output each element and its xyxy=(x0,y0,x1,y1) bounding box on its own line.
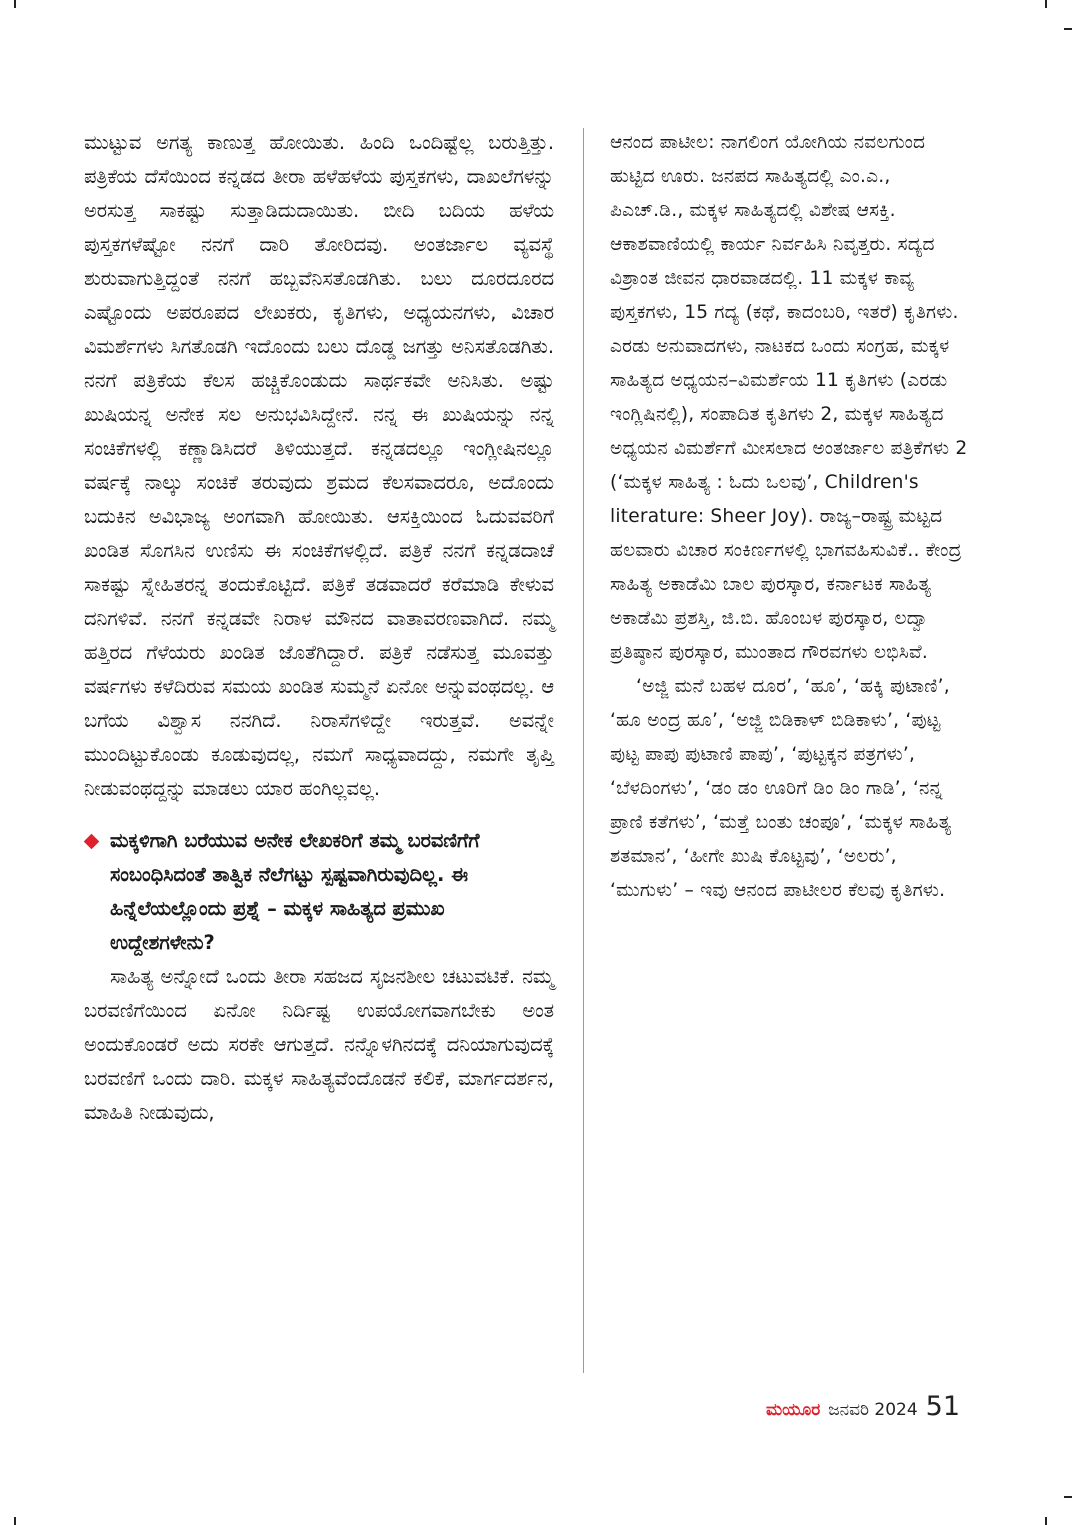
diamond-bullet-icon xyxy=(84,834,100,850)
crop-mark-top-right xyxy=(1045,0,1047,8)
body-paragraph: ಮುಟ್ಟುವ ಅಗತ್ಯ ಕಾಣುತ್ತ ಹೋಯಿತು. ಹಿಂದಿ ಒಂದಿಷ್ಟೆಲ್ಲ ಬರುತ್ತಿತ್ತು. ಪತ್ರಿಕೆಯ ದೆಸೆಯಿಂದ ಕನ್ನಡದ ತೀರಾ ಹಳೆಹಳೆಯ ಪುಸ್ತಕಗಳು, ದಾಖಲೆಗಳನ್ನು ಅರಸುತ್ತ ಸಾಕಷ್ಟು ಸುತ್ತಾಡಿದುದಾಯಿತು. ಬೀದಿ ಬದಿಯ ಹಳೆಯ ಪುಸ್ತಕಗಳೆಷ್ಟೋ ನನಗೆ ದಾರಿ ತೋರಿದವು. ಅಂತರ್ಜಾಲ ವ್ಯವಸ್ಥೆ ಶುರುವಾಗುತ್ತಿದ್ದಂತೆ ನನಗೆ ಹಬ್ಬವೆನಿಸತೊಡಗಿತು. ಬಲು ದೂರದೂರದ ಎಷ್ಟೊಂದು ಅಪರೂಪದ ಲೇಖಕರು, ಕೃತಿಗಳು, ಅಧ್ಯಯನಗಳು, ವಿಚಾರ ವಿಮರ್ಶೆಗಳು ಸಿಗತೊಡಗಿ ಇದೊಂದು ಬಲು ದೊಡ್ಡ ಜಗತ್ತು ಅನಿಸತೊಡಗಿತು. ನನಗೆ ಪತ್ರಿಕೆಯ ಕೆಲಸ ಹಚ್ಚಿಕೊಂಡುದು ಸಾರ್ಥಕವೇ ಅನಿಸಿತು. ಅಷ್ಟು ಖುಷಿಯನ್ನ ಅನೇಕ ಸಲ ಅನುಭವಿಸಿದ್ದೇನೆ. ನನ್ನ ಈ ಖುಷಿಯನ್ನು ನನ್ನ ಸಂಚಿಕೆಗಳಲ್ಲಿ ಕಣ್ಣಾಡಿಸಿದರೆ ತಿಳಿಯುತ್ತದೆ. ಕನ್ನಡದಲ್ಲೂ ಇಂಗ್ಲೀಷಿನಲ್ಲೂ ವರ್ಷಕ್ಕೆ ನಾಲ್ಕು ಸಂಚಿಕೆ ತರುವುದು ಶ್ರಮದ ಕೆಲಸವಾದರೂ, ಅದೊಂದು ಬದುಕಿನ ಅವಿಭಾಜ್ಯ ಅಂಗವಾಗಿ ಹೋಯಿತು. ಆಸಕ್ತಿಯಿಂದ ಓದುವವರಿಗೆ ಖಂಡಿತ ಸೊಗಸಿನ ಉಣಿಸು ಈ ಸಂಚಿಕೆಗಳಲ್ಲಿದೆ. ಪತ್ರಿಕೆ ನನಗೆ ಕನ್ನಡದಾಚೆ ಸಾಕಷ್ಟು ಸ್ನೇಹಿತರನ್ನ ತಂದುಕೊಟ್ಟಿದೆ. ಪತ್ರಿಕೆ ತಡವಾದರೆ ಕರೆಮಾಡಿ ಕೇಳುವ ದನಿಗಳಿವೆ. ನನಗೆ ಕನ್ನಡವೇ ನಿರಾಳ ಮೌನದ ವಾತಾವರಣವಾಗಿದೆ. ನಮ್ಮ ಹತ್ತಿರದ ಗೆಳೆಯರು ಖಂಡಿತ ಜೊತೆಗಿದ್ದಾರೆ. ಪತ್ರಿಕೆ ನಡೆಸುತ್ತ ಮೂವತ್ತು ವರ್ಷಗಳು ಕಳೆದಿರುವ ಸಮಯ ಖಂಡಿತ ಸುಮ್ಮನೆ ಏನೋ ಅನ್ನುವಂಥದಲ್ಲ. ಆ ಬಗೆಯ ವಿಶ್ವಾಸ ನನಗಿದೆ. ನಿರಾಸೆಗಳಿದ್ದೇ ಇರುತ್ತವೆ. ಅವನ್ನೇ ಮುಂದಿಟ್ಟುಕೊಂಡು ಕೂಡುವುದಲ್ಲ, ನಮಗೆ ಸಾಧ್ಯವಾದದ್ದು, ನಮಗೇ ತೃಪ್ತಿ ನೀಡುವಂಥದ್ದನ್ನು ಮಾಡಲು ಯಾರ ಹಂಗಿಲ್ಲವಲ್ಲ. xyxy=(84,131,554,800)
answer-paragraph: ಸಾಹಿತ್ಯ ಅನ್ನೋದೆ ಒಂದು ತೀರಾ ಸಹಜದ ಸೃಜನಶೀಲ ಚಟುವಟಿಕೆ. ನಮ್ಮ ಬರವಣಿಗೆಯಿಂದ ಏನೋ ನಿರ್ದಿಷ್ಟ ಉಪಯೋಗವಾಗಬೇಕು ಅಂತ ಅಂದುಕೊಂಡರೆ ಅದು ಸರಕೇ ಆಗುತ್ತದೆ. ನನ್ನೊಳಗಿನದಕ್ಕೆ ದನಿಯಾಗುವುದಕ್ಕೆ ಬರವಣಿಗೆ ಒಂದು ದಾರಿ. ಮಕ್ಕಳ ಸಾಹಿತ್ಯವೆಂದೊಡನೆ ಕಲಿಕೆ, ಮಾರ್ಗದರ್ಶನ, ಮಾಹಿತಿ ನೀಡುವುದು, xyxy=(84,965,554,1124)
author-works: ‘ಅಜ್ಜಿ ಮನೆ ಬಹಳ ದೂರ’, ‘ಹೂ’, ‘ಹಕ್ಕಿ ಪುಟಾಣಿ’, ‘ಹೂ ಅಂದ್ರ ಹೂ’, ‘ಅಜ್ಜಿ ಬಿಡಿಕಾಳ್ ಬಿಡಿಕಾಳು’, ‘ಪುಟ್ಟ ಪುಟ್ಟ ಪಾಪು ಪುಟಾಣಿ ಪಾಪು’, ‘ಪುಟ್ಟಕ್ಕನ ಪತ್ರಗಳು’, ‘ಬೆಳದಿಂಗಳು’, ‘ಡಂ ಡಂ ಊರಿಗೆ ಡಿಂ ಡಿಂ ಗಾಡಿ’, ‘ನನ್ನ ಪ್ರಾಣಿ ಕತೆಗಳು’, ‘ಮತ್ತೆ ಬಂತು ಚಂಪೂ’, ‘ಮಕ್ಕಳ ಸಾಹಿತ್ಯ ಶತಮಾನ’, ‘ಹೀಗೇ ಖುಷಿ ಕೊಟ್ಟವು’, ‘ಅಲರು’, ‘ಮುಗುಳು’ – ಇವು ಆನಂದ ಪಾಟೀಲರ ಕೆಲವು ಕೃತಿಗಳು. xyxy=(610,676,952,901)
page-number: 51 xyxy=(925,1391,960,1422)
crop-mark-right-lower xyxy=(1064,1496,1072,1498)
page-footer xyxy=(766,1391,960,1422)
crop-mark-bottom-left xyxy=(14,1517,16,1525)
crop-mark-right-upper xyxy=(1064,28,1072,30)
interview-question xyxy=(84,824,554,960)
author-bio: ಆನಂದ ಪಾಟೀಲ: ನಾಗಲಿಂಗ ಯೋಗಿಯ ನವಲಗುಂದ ಹುಟ್ಟಿದ ಊರು. ಜನಪದ ಸಾಹಿತ್ಯದಲ್ಲಿ ಎಂ.ಎ., ಪಿಎಚ್.ಡಿ., ಮಕ್ಕಳ ಸಾಹಿತ್ಯದಲ್ಲಿ ವಿಶೇಷ ಆಸಕ್ತಿ. ಆಕಾಶವಾಣಿಯಲ್ಲಿ ಕಾರ್ಯ ನಿರ್ವಹಿಸಿ ನಿವೃತ್ತರು. ಸದ್ಯದ ವಿಶ್ರಾಂತ ಜೀವನ ಧಾರವಾಡದಲ್ಲಿ. 11 ಮಕ್ಕಳ ಕಾವ್ಯ ಪುಸ್ತಕಗಳು, 15 ಗದ್ಯ (ಕಥೆ, ಕಾದಂಬರಿ, ಇತರೆ) ಕೃತಿಗಳು. ಎರಡು ಅನುವಾದಗಳು, ನಾಟಕದ ಒಂದು ಸಂಗ್ರಹ, ಮಕ್ಕಳ ಸಾಹಿತ್ಯದ ಅಧ್ಯಯನ–ವಿಮರ್ಶೆಯ 11 ಕೃತಿಗಳು (ಎರಡು ಇಂಗ್ಲಿಷಿನಲ್ಲಿ), ಸಂಪಾದಿತ ಕೃತಿಗಳು 2, ಮಕ್ಕಳ ಸಾಹಿತ್ಯದ ಅಧ್ಯಯನ ವಿಮರ್ಶೆಗೆ ಮೀಸಲಾದ ಅಂತರ್ಜಾಲ ಪತ್ರಿಕೆಗಳು 2 (‘ಮಕ್ಕಳ ಸಾಹಿತ್ಯ : ಓದು ಒಲವು’, Children's literature: Sheer Joy). ರಾಜ್ಯ–ರಾಷ್ಟ್ರ ಮಟ್ಟದ ಹಲವಾರು ವಿಚಾರ ಸಂಕಿರ್ಣಗಳಲ್ಲಿ ಭಾಗವಹಿಸುವಿಕೆ.. ಕೇಂದ್ರ ಸಾಹಿತ್ಯ ಅಕಾಡೆಮಿ ಬಾಲ ಪುರಸ್ಕಾರ, ಕರ್ನಾಟಕ ಸಾಹಿತ್ಯ ಅಕಾಡೆಮಿ ಪ್ರಶಸ್ತಿ, ಜಿ.ಬಿ. ಹೊಂಬಳ ಪುರಸ್ಕಾರ, ಲದ್ವಾ ಪ್ರತಿಷ್ಠಾನ ಪುರಸ್ಕಾರ, ಮುಂತಾದ ಗೌರವಗಳು ಲಭಿಸಿವೆ. xyxy=(610,132,968,663)
left-column xyxy=(84,126,554,1130)
crop-mark-bottom-right xyxy=(1045,1517,1047,1525)
right-column xyxy=(610,126,970,908)
crop-mark-top-left xyxy=(14,0,16,8)
question-text: ಮಕ್ಕಳಿಗಾಗಿ ಬರೆಯುವ ಅನೇಕ ಲೇಖಕರಿಗೆ ತಮ್ಮ ಬರವಣಿಗೆಗೆ ಸಂಬಂಧಿಸಿದಂತೆ ತಾತ್ವಿಕ ನೆಲೆಗಟ್ಟು ಸ್ಪಷ್ಟವಾಗಿರುವುದಿಲ್ಲ. ಈ ಹಿನ್ನೆಲೆಯಲ್ಲೊಂದು ಪ್ರಶ್ನೆ – ಮಕ್ಕಳ ಸಾಹಿತ್ಯದ ಪ್ರಮುಖ ಉದ್ದೇಶಗಳೇನು? xyxy=(110,829,480,954)
issue-date: ಜನವರಿ 2024 xyxy=(828,1400,918,1420)
magazine-logo: ಮಯೂರ xyxy=(765,1400,821,1420)
column-divider xyxy=(583,128,584,1373)
